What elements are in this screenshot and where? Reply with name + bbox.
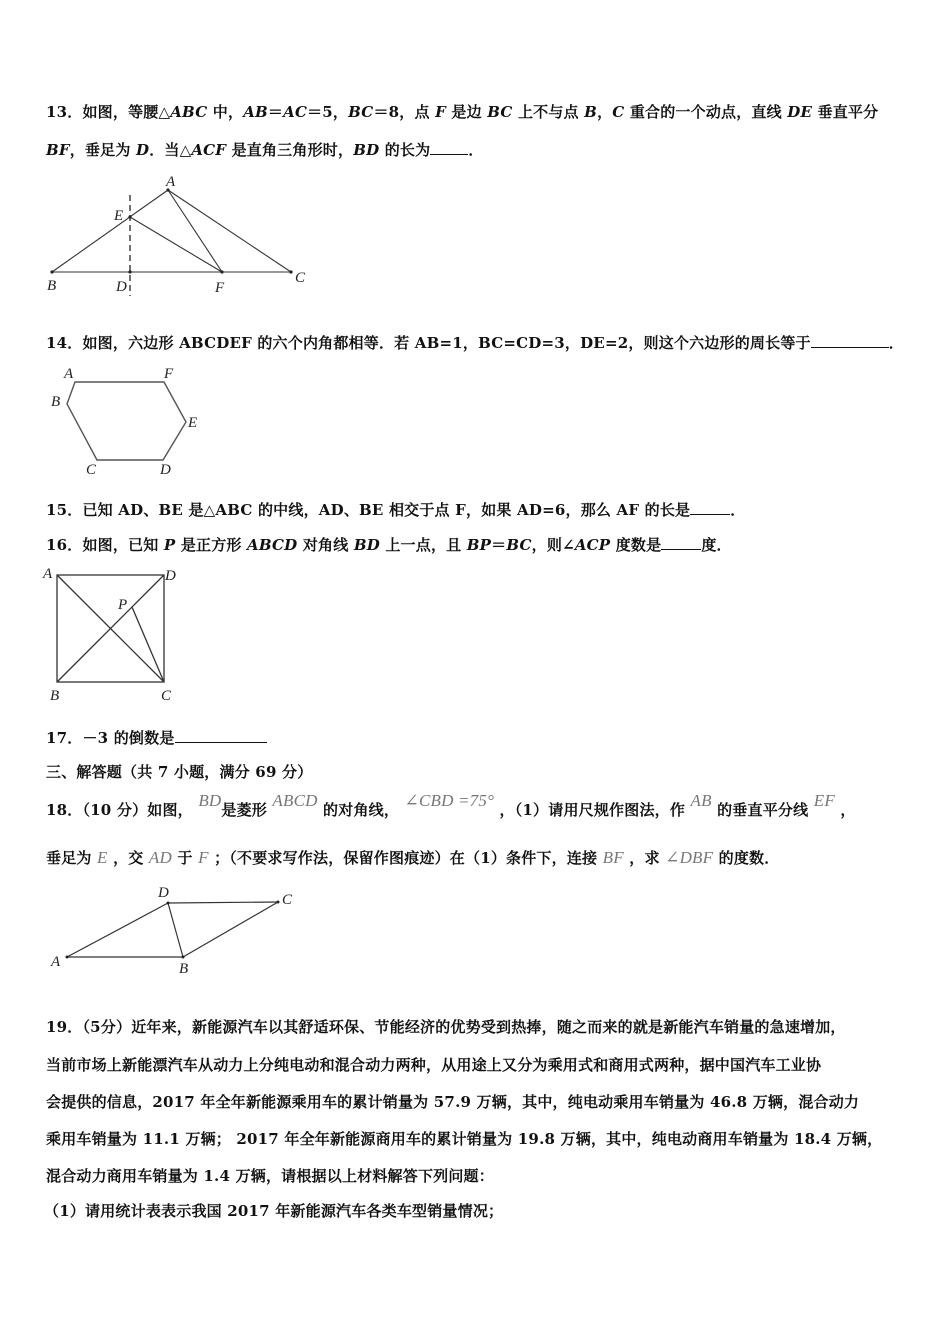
q13-text: BD — [353, 141, 380, 159]
label-c: C — [86, 462, 97, 478]
q13-text: ＝5， — [307, 103, 349, 121]
q19-subquestion-text: （1）请用统计表表示我国 2017 年新能源汽车各类车型销量情况； — [44, 1202, 504, 1220]
q18-text: ，（1）请用尺规作图法，作 — [499, 801, 686, 819]
q13-text: B — [584, 103, 598, 121]
q16-text: BP — [466, 536, 492, 554]
q18-text: 的对角线， — [323, 801, 400, 819]
q16-text: 度． — [701, 536, 732, 554]
label-a: A — [51, 954, 61, 970]
label-b: B — [47, 278, 57, 294]
q13-text: 上不与点 — [512, 103, 585, 121]
q18-math: ∠CBD =75° — [404, 791, 495, 810]
q13-text: BC — [487, 103, 513, 121]
q13-text: ＝8，点 — [373, 103, 436, 121]
q13-number: 13．如图，等腰△ — [46, 103, 171, 121]
q18-math: ∠DBF — [665, 848, 714, 867]
section-heading-text: 三、解答题（共 7 小题，满分 69 分） — [46, 763, 313, 781]
q18-text: 18．（10 分）如图， — [46, 801, 193, 819]
q13-text: AB — [243, 103, 268, 121]
q13-text: 的长为 — [379, 141, 431, 159]
q18-math: ABCD — [272, 791, 318, 810]
label-f: F — [215, 280, 225, 296]
q16-text: 上一点，且 — [379, 536, 467, 554]
q13-text: ，垂足为 — [69, 141, 136, 159]
q18-text: ；（不要求写作法，保留作图痕迹）在（1）条件下，连接 — [214, 849, 598, 867]
label-b: B — [179, 961, 189, 977]
q19-sub-1 — [44, 1201, 503, 1221]
q13-text: F — [435, 103, 446, 121]
q16-text: P — [163, 536, 176, 554]
q19-line-2 — [46, 1055, 821, 1075]
q19-text: 混合动力商用车销量为 1.4 万辆，请根据以上材料解答下列问题： — [46, 1167, 494, 1185]
q13-text: 是边 — [445, 103, 488, 121]
q13-text: ACF — [191, 141, 227, 159]
q18-text: 于 — [177, 849, 193, 867]
q13-text: ＝ — [267, 103, 284, 121]
q18-math: AD — [148, 848, 172, 867]
q18-text: ，交 — [113, 849, 144, 867]
q15-text: 15．已知 AD、BE 是△ABC 的中线，AD、BE 相交于点 F，如果 AD=6，那么 AF 的长是 — [46, 501, 691, 519]
q18-math: BF — [602, 848, 624, 867]
label-c: C — [282, 892, 293, 908]
q18-math: E — [97, 848, 108, 867]
label-d: D — [165, 568, 176, 584]
q16-text: ACP — [574, 536, 611, 554]
q13-text: ．当△ — [149, 141, 192, 159]
q18-math: AB — [690, 791, 712, 810]
q13-text: 垂直平分 — [812, 103, 879, 121]
q18-math: F — [198, 848, 209, 867]
q18-math: BD — [198, 791, 222, 810]
q14-text: ． — [888, 334, 904, 352]
label-e: E — [114, 208, 124, 224]
q16-text: BC — [506, 536, 532, 554]
q15-text: ． — [730, 501, 746, 519]
q19-text: 当前市场上新能漂汽车从动力上分纯电动和混合动力两种，从用途上又分为乘用式和商用式两种，据中国汽车工业协 — [46, 1056, 822, 1074]
q13-text: ， — [597, 103, 613, 121]
q17-text: 17．－3 的倒数是 — [46, 729, 175, 747]
label-b: B — [51, 394, 61, 410]
q18-text: ， — [840, 801, 856, 819]
label-e: E — [188, 415, 198, 431]
label-d: D — [160, 462, 171, 478]
q16-text: 对角线 — [297, 536, 354, 554]
q13-text: C — [612, 103, 625, 121]
q13-text: BC — [348, 103, 374, 121]
label-f: F — [164, 366, 174, 382]
q18-text: ，求 — [629, 849, 660, 867]
q18-text: 的垂直平分线 — [717, 801, 809, 819]
q16-text: ，则∠ — [531, 536, 575, 554]
q13-text: ． — [468, 141, 484, 159]
q19-line-5 — [46, 1166, 494, 1186]
q13-text: DE — [787, 103, 813, 121]
q19-text: 乘用车销量为 11.1 万辆； 2017 年全年新能源商用车的累计销量为 19.8 万辆，其中，纯电动商用车销量为 18.4 万辆， — [46, 1130, 883, 1148]
q19-text: 会提供的信息，2017 年全年新能源乘用车的累计销量为 57.9 万辆，其中，纯电动乘用车销量为 46.8 万辆，混合动力 — [46, 1093, 860, 1111]
q19-line-4 — [46, 1129, 882, 1149]
q16-text: 度数是 — [610, 536, 662, 554]
q14-text: 14．如图，六边形 ABCDEF 的六个内角都相等．若 AB=1，BC=CD=3，DE=2，则这个六边形的周长等于 — [46, 334, 811, 352]
label-d: D — [158, 885, 169, 901]
q13-text: AC — [283, 103, 308, 121]
label-c: C — [161, 688, 172, 704]
q16-text: BD — [353, 536, 380, 554]
q13-text: 中， — [207, 103, 244, 121]
q13-text: ABC — [170, 103, 208, 121]
q13-text: 重合的一个动点，直线 — [624, 103, 788, 121]
q18-text: 是菱形 — [221, 801, 267, 819]
label-a: A — [64, 366, 74, 382]
label-p: P — [118, 597, 128, 613]
label-a: A — [43, 566, 53, 582]
q19-line-3 — [46, 1092, 859, 1112]
q13-text: BF — [46, 141, 70, 159]
q16-text: ABCD — [247, 536, 298, 554]
q18-text: 垂足为 — [46, 849, 92, 867]
q19-line-1 — [46, 1017, 846, 1037]
q13-text: 是直角三角形时， — [226, 141, 354, 159]
q19-text: 19．（5分）近年来，新能源汽车以其舒适环保、节能经济的优势受到热捧，随之而来的就是新能汽车销量的急速增加， — [46, 1018, 846, 1036]
label-a: A — [166, 174, 176, 190]
q18-text: 的度数． — [718, 849, 780, 867]
q16-text: ＝ — [491, 536, 507, 554]
q13-text: D — [135, 141, 150, 159]
label-c: C — [295, 270, 306, 286]
label-d: D — [116, 279, 127, 295]
label-b: B — [50, 688, 60, 704]
q16-text: 是正方形 — [175, 536, 248, 554]
q18-math: EF — [813, 791, 835, 810]
q16-text: 16．如图，已知 — [46, 536, 164, 554]
